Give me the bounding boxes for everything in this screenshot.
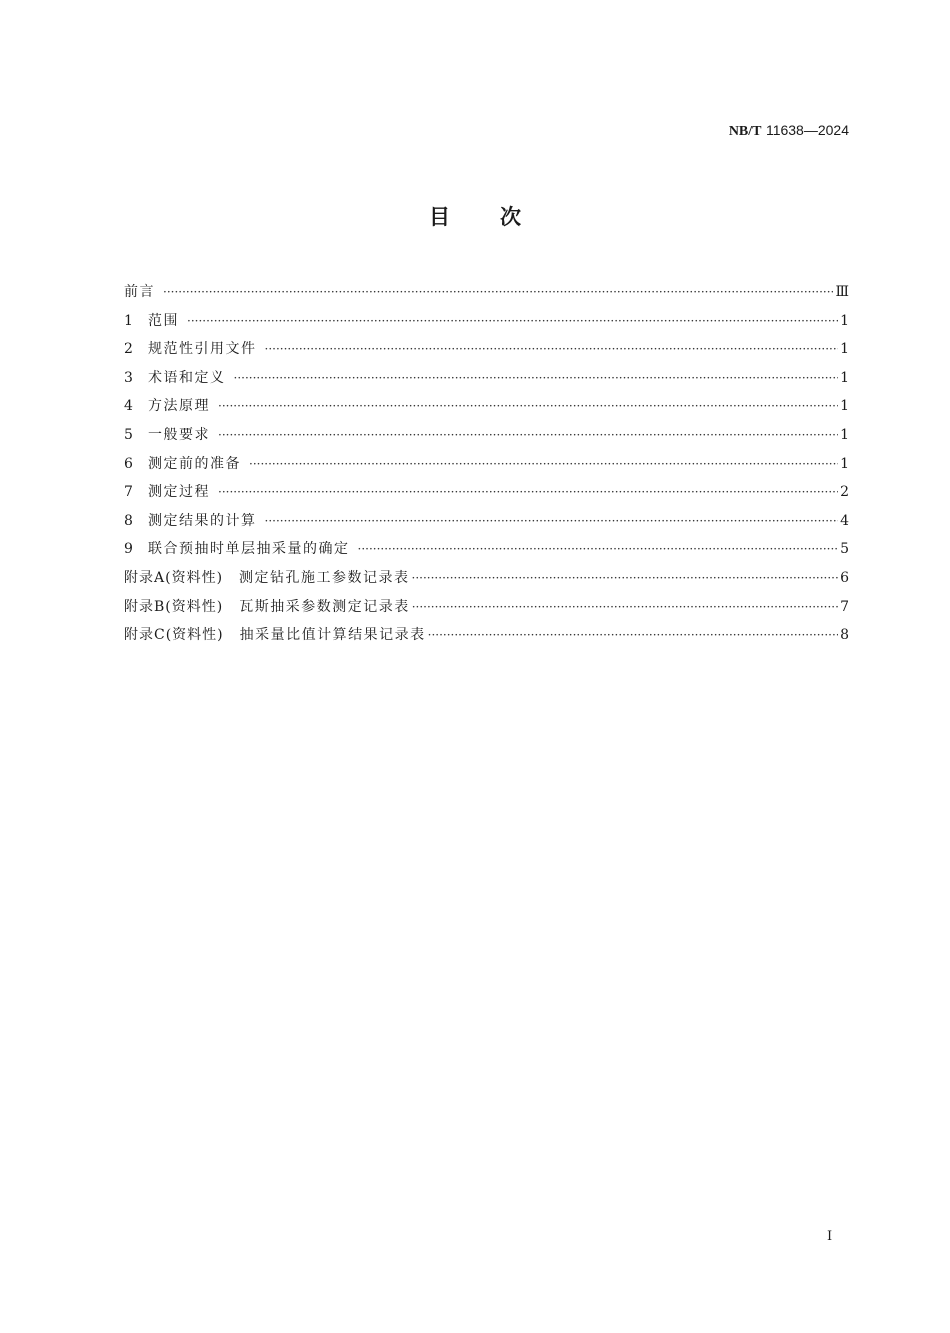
toc-entry-label: 范围 xyxy=(148,312,179,329)
toc-annex-heading: 附录A(资料性) xyxy=(124,569,224,586)
toc-entry-label: 测定钻孔施工参数记录表 xyxy=(239,569,410,586)
toc-entry-5[interactable] xyxy=(124,421,849,450)
toc-entry-label: 联合预抽时单层抽采量的确定 xyxy=(148,541,350,558)
toc-entry-number: 2 xyxy=(124,341,133,358)
toc-leader-dots xyxy=(358,535,839,564)
toc-entry-page: 1 xyxy=(840,341,849,358)
toc-entry-7[interactable] xyxy=(124,478,849,507)
toc-title-char-2: 次 xyxy=(500,205,521,229)
toc-leader-dots xyxy=(218,392,838,421)
toc-entry-number: 6 xyxy=(124,455,133,472)
toc-entry-number: 5 xyxy=(124,426,133,443)
standard-code-number: 11638—2024 xyxy=(765,122,849,138)
toc-entry-3[interactable] xyxy=(124,364,849,393)
toc-list xyxy=(124,278,849,650)
toc-entry-page: 1 xyxy=(840,369,849,386)
toc-entry-annex-c[interactable] xyxy=(124,621,849,650)
toc-entry-4[interactable] xyxy=(124,392,849,421)
toc-entry-page: 7 xyxy=(840,598,849,615)
toc-entry-label: 测定前的准备 xyxy=(148,455,241,472)
toc-entry-label: 测定过程 xyxy=(148,484,210,501)
toc-entry-label: 瓦斯抽采参数测定记录表 xyxy=(239,598,410,615)
toc-leader-dots xyxy=(234,364,839,393)
toc-leader-dots xyxy=(218,421,838,450)
toc-leader-dots xyxy=(187,307,838,336)
toc-entry-label: 测定结果的计算 xyxy=(148,512,257,529)
toc-entry-label: 一般要求 xyxy=(148,426,210,443)
toc-entry-label: 方法原理 xyxy=(148,398,210,415)
toc-entry-page: 8 xyxy=(840,627,849,644)
toc-leader-dots xyxy=(412,564,839,593)
toc-entry-8[interactable] xyxy=(124,507,849,536)
toc-annex-heading: 附录C(资料性) xyxy=(124,627,224,644)
toc-entry-page: 1 xyxy=(840,312,849,329)
toc-entry-number: 4 xyxy=(124,398,133,415)
toc-entry-page: 2 xyxy=(840,484,849,501)
toc-entry-page: 5 xyxy=(840,541,849,558)
toc-annex-heading: 附录B(资料性) xyxy=(124,598,224,615)
toc-entry-page: 1 xyxy=(840,398,849,415)
standard-code-prefix: NB/T xyxy=(728,124,762,139)
toc-entry-number: 8 xyxy=(124,512,133,529)
standard-code xyxy=(729,121,849,141)
toc-entry-page: Ⅲ xyxy=(835,284,849,300)
toc-entry-9[interactable] xyxy=(124,535,849,564)
toc-entry-foreword[interactable] xyxy=(124,278,849,307)
page-number: I xyxy=(827,1229,833,1244)
toc-entry-number: 7 xyxy=(124,484,133,501)
toc-entry-1[interactable] xyxy=(124,307,849,336)
toc-entry-number: 3 xyxy=(124,369,133,386)
toc-entry-number: 1 xyxy=(124,312,133,329)
toc-title xyxy=(0,203,950,231)
toc-entry-page: 4 xyxy=(840,512,849,529)
toc-title-char-1: 目 xyxy=(429,205,450,229)
toc-entry-annex-b[interactable] xyxy=(124,593,849,622)
toc-entry-label: 抽采量比值计算结果记录表 xyxy=(239,627,426,644)
toc-entry-6[interactable] xyxy=(124,450,849,479)
toc-entry-label: 术语和定义 xyxy=(148,369,226,386)
toc-entry-page: 6 xyxy=(840,569,849,586)
toc-leader-dots xyxy=(412,593,838,622)
toc-entry-label: 规范性引用文件 xyxy=(148,341,257,358)
toc-leader-dots xyxy=(265,335,839,364)
toc-entry-2[interactable] xyxy=(124,335,849,364)
toc-leader-dots xyxy=(265,507,839,536)
toc-leader-dots xyxy=(428,621,838,650)
toc-leader-dots xyxy=(163,278,833,307)
toc-entry-label: 前言 xyxy=(124,284,155,300)
toc-entry-annex-a[interactable] xyxy=(124,564,849,593)
toc-entry-page: 1 xyxy=(840,455,849,472)
toc-entry-page: 1 xyxy=(840,426,849,443)
toc-leader-dots xyxy=(218,478,838,507)
toc-leader-dots xyxy=(249,450,838,479)
toc-entry-number: 9 xyxy=(124,541,133,558)
